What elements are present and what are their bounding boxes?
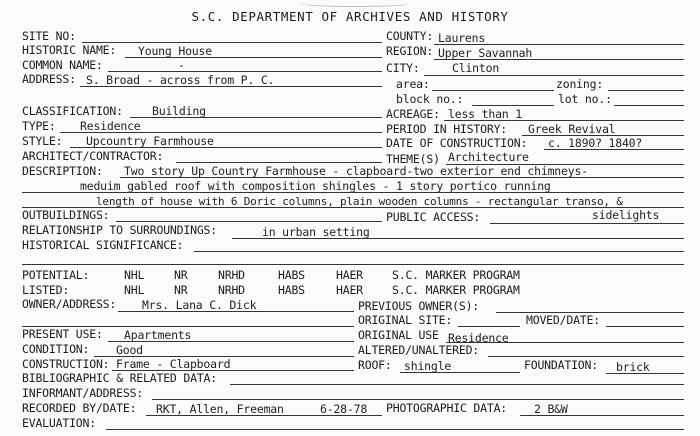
informant-label: INFORMANT/ADDRESS: [22, 386, 144, 400]
acreage-value: less than 1 [448, 107, 522, 121]
address-line [80, 86, 382, 87]
type-line [60, 132, 382, 133]
zoning-label: zoning: [556, 77, 604, 91]
description-label: DESCRIPTION: [22, 164, 103, 178]
photographic-value: 2 B&W [534, 402, 568, 416]
relationship-label: RELATIONSHIP TO SURROUNDINGS: [22, 223, 217, 237]
area-line [432, 90, 554, 91]
historical-significance-line-2 [22, 264, 684, 265]
potential-nrhd: NRHD [218, 268, 245, 282]
listed-label: LISTED: [22, 283, 70, 297]
bibliographic-line [230, 384, 684, 385]
historical-significance-label: HISTORICAL SIGNIFICANCE: [22, 238, 184, 252]
address-value: S. Broad - across from P. C. [86, 73, 275, 87]
area-label: area: [396, 77, 430, 91]
informant-line [152, 399, 684, 400]
previous-owner-label: PREVIOUS OWNER(S): [358, 299, 480, 313]
classification-label: CLASSIFICATION: [22, 104, 123, 118]
historic-name-line [125, 57, 382, 58]
listed-nhl: NHL [124, 283, 145, 297]
common-name-line [108, 71, 382, 72]
period-value: Greek Revival [528, 122, 616, 136]
style-line [70, 147, 382, 148]
county-label: COUNTY: [386, 29, 434, 43]
period-label: PERIOD IN HISTORY: [386, 122, 508, 136]
potential-habs: HABS [278, 268, 305, 282]
listed-nrhd: NRHD [218, 283, 245, 297]
lot-no-line [614, 105, 684, 106]
description-line-3: length of house with 6 Doric columns, plain wooden columns - rectangular transo, & [96, 195, 623, 208]
potential-nr: NR [174, 268, 188, 282]
style-label: STYLE: [22, 134, 63, 148]
description-line-2: meduim gabled roof with composition shingles - 1 story portico running [80, 179, 551, 193]
architect-line [176, 162, 382, 163]
recorded-date-value: 6-28-78 [320, 402, 368, 416]
recorded-by-value: RKT, Allen, Freeman [156, 402, 284, 416]
original-use-line [446, 342, 684, 343]
present-use-label: PRESENT USE: [22, 327, 103, 341]
acreage-line [444, 120, 684, 121]
present-use-line [108, 341, 354, 342]
description-underline-3 [22, 207, 684, 208]
potential-marker: S.C. MARKER PROGRAM [392, 268, 520, 282]
city-line [424, 75, 684, 76]
address-label: ADDRESS: [22, 72, 76, 86]
county-line [434, 44, 684, 45]
outbuildings-line [116, 221, 382, 222]
lot-no-label: lot no.: [558, 92, 612, 106]
block-no-line [472, 105, 554, 106]
construction-value: Frame - Clapboard [116, 357, 231, 371]
city-label: CITY: [386, 61, 420, 75]
foundation-line [606, 373, 684, 374]
common-name-value: - [178, 58, 185, 72]
altered-line [488, 356, 684, 357]
evaluation-line [106, 429, 684, 430]
common-name-label: COMMON NAME: [22, 58, 103, 72]
region-value: Upper Savannah [438, 46, 533, 60]
altered-label: ALTERED/UNALTERED: [358, 343, 480, 357]
roof-label: ROOF: [358, 358, 392, 372]
owner-address-value: Mrs. Lana C. Dick [142, 298, 257, 312]
original-use-value: Residence [448, 331, 509, 345]
foundation-label: FOUNDATION: [524, 358, 598, 372]
condition-label: CONDITION: [22, 342, 90, 356]
themes-value: Architecture [448, 150, 529, 164]
type-label: TYPE: [22, 119, 56, 133]
public-access-line [490, 223, 684, 224]
listed-marker: S.C. MARKER PROGRAM [392, 283, 520, 297]
public-access-label: PUBLIC ACCESS: [386, 210, 481, 224]
foundation-value: brick [616, 360, 650, 374]
original-site-label: ORIGINAL SITE: [358, 313, 453, 327]
construction-label: CONSTRUCTION: [22, 357, 110, 371]
owner-address-label: OWNER/ADDRESS: [22, 297, 117, 311]
listed-haer: HAER [336, 283, 363, 297]
moved-date-line [606, 326, 684, 327]
site-no-label: SITE NO: [22, 29, 76, 43]
roof-line [400, 372, 520, 373]
form-header: S.C. DEPARTMENT OF ARCHIVES AND HISTORY [191, 9, 509, 24]
type-value: Residence [80, 119, 141, 133]
date-construction-label: DATE OF CONSTRUCTION: [386, 136, 528, 150]
bibliographic-label: BIBLIOGRAPHIC & RELATED DATA: [22, 371, 217, 385]
description-line-1: Two story Up Country Farmhouse - clapboard-two exterior end chimneys- [124, 164, 588, 178]
city-value: Clinton [452, 61, 500, 75]
description-underline-1 [120, 177, 684, 178]
architect-label: ARCHITECT/CONTRACTOR: [22, 149, 164, 163]
photographic-line [520, 415, 684, 416]
zoning-line [608, 90, 684, 91]
outbuildings-label: OUTBUILDINGS: [22, 208, 110, 222]
moved-date-label: MOVED/DATE: [526, 313, 600, 327]
sidelights-value: sidelights [592, 208, 660, 222]
county-value: Laurens [438, 31, 486, 45]
present-use-value: Apartments [124, 328, 192, 342]
historic-name-label: HISTORIC NAME: [22, 43, 117, 57]
date-construction-value: c. 1890? 1840? [548, 136, 643, 150]
classification-line [130, 117, 382, 118]
potential-haer: HAER [336, 268, 363, 282]
evaluation-label: EVALUATION: [22, 416, 96, 430]
potential-nhl: NHL [124, 268, 145, 282]
date-construction-line [544, 149, 684, 150]
description-underline-2 [22, 192, 684, 193]
historical-significance-line [194, 251, 684, 252]
listed-habs: HABS [278, 283, 305, 297]
site-no-line [82, 42, 382, 43]
recorded-by-label: RECORDED BY/DATE: [22, 401, 137, 415]
classification-value: Building [152, 104, 206, 118]
condition-value: Good [116, 343, 143, 357]
recorded-by-line [146, 415, 382, 416]
original-use-label: ORIGINAL USE [358, 328, 439, 342]
relationship-line [232, 238, 684, 239]
region-label: REGION: [386, 44, 434, 58]
relationship-value: in urban setting [262, 225, 370, 239]
acreage-label: ACREAGE: [386, 107, 440, 121]
owner-address-line [118, 311, 354, 312]
themes-label: THEME(S) [386, 152, 440, 166]
style-value: Upcountry Farmhouse [86, 134, 214, 148]
listed-nr: NR [174, 283, 188, 297]
top-edge-mark [300, 0, 410, 7]
potential-label: POTENTIAL: [22, 268, 90, 282]
block-no-label: block no.: [396, 92, 464, 106]
original-site-line [458, 326, 520, 327]
region-line [434, 59, 684, 60]
roof-value: shingle [404, 359, 452, 373]
historic-name-value: Young House [138, 44, 212, 58]
photographic-label: PHOTOGRAPHIC DATA: [386, 401, 508, 415]
